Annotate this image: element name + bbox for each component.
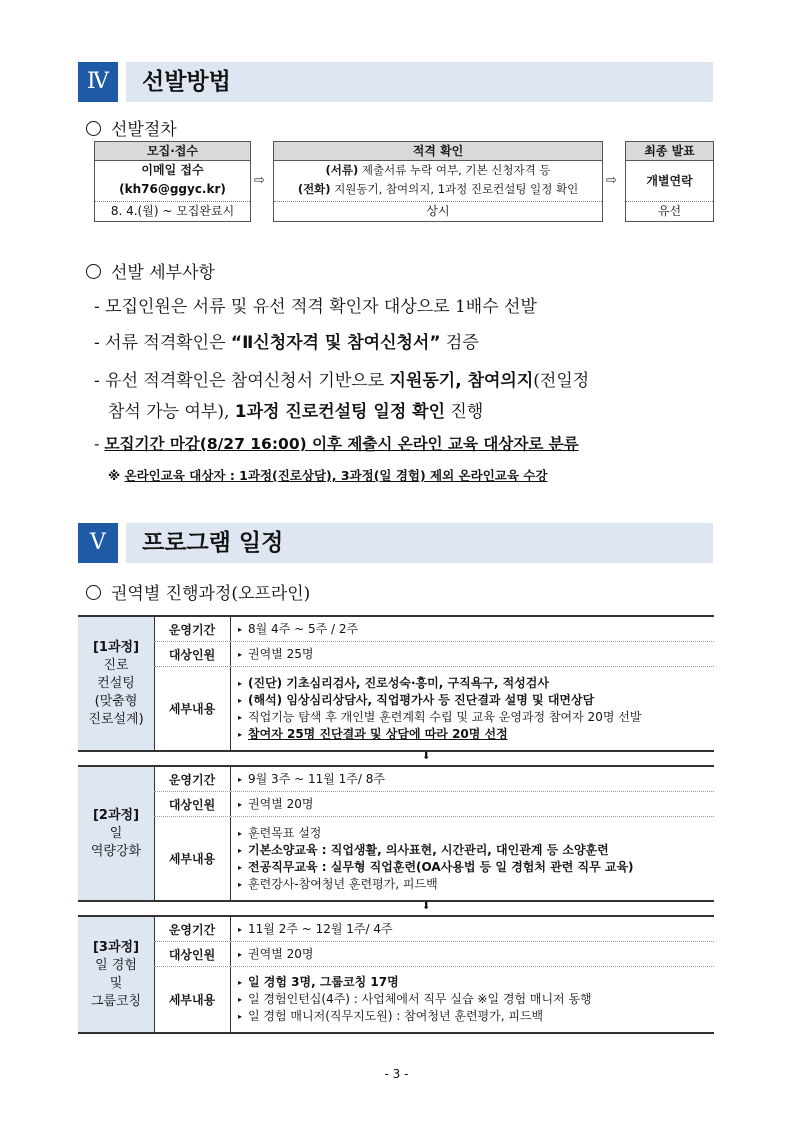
box-footer: 유선 xyxy=(657,204,682,218)
course-label: [2과정] 일 역량강화 xyxy=(78,767,155,900)
schedule-heading: 권역별 진행과정(오프라인) xyxy=(86,579,310,604)
process-box-eligibility xyxy=(273,141,603,222)
page-number: - 3 - xyxy=(384,1067,409,1081)
box-body: 이메일 접수 (kh76@ggyc.kr) xyxy=(95,161,250,202)
period-row: 운영기간 ▸ 8월 4주 ~ 5주 / 2주 xyxy=(154,617,714,642)
box-footer: 상시 xyxy=(426,204,450,218)
section-number: Ⅳ xyxy=(78,62,118,102)
box-header: 적격 확인 xyxy=(274,142,602,161)
circle-bullet-icon xyxy=(86,121,101,136)
details-heading: 선발 세부사항 xyxy=(86,258,215,283)
content-row: 세부내용 ▸ 일 경험 3명, 그룹코칭 17명 ▸ 일 경험인턴십(4주) : 사업체에서 직무 실습 ※일 경험 매니저 동행 ▸ 일 경험 매니저(직무지도원) : 참여청년 훈련평가, 피드백 xyxy=(154,967,714,1032)
period-row: 운영기간 ▸ 9월 3주 ~ 11월 1주/ 8주 xyxy=(154,767,714,792)
detail-item-1: - 모집인원은 서류 및 유선 적격 확인자 대상으로 1배수 선발 xyxy=(94,297,537,317)
content-row: 세부내용 ▸ 훈련목표 설정 ▸ 기본소양교육 : 직업생활, 의사표현, 시간관리, 대인관계 등 소양훈련 ▸ 전공직무교육 : 실무형 직업훈련(OA사용법 등 일 경험처 관련 직무 교육) ▸ 훈련강사-참여청년 훈련평가, 피드백 xyxy=(154,817,714,900)
section-4-header xyxy=(78,62,713,102)
course-3-table xyxy=(78,915,714,1034)
target-row: 대상인원 ▸ 권역별 20명 xyxy=(154,792,714,817)
period-row: 운영기간 ▸ 11월 2주 ~ 12월 1주/ 4주 xyxy=(154,917,714,942)
box-header: 최종 발표 xyxy=(626,142,713,161)
process-box-recruit xyxy=(94,141,251,222)
box-body: (서류) 제출서류 누락 여부, 기본 신청자격 등 (전화) 지원동기, 참여의지, 1과정 진로컨설팅 일정 확인 xyxy=(274,161,602,202)
online-note: ※ 온라인교육 대상자 : 1과정(진로상담), 3과정(일 경험) 제외 온라인교육 수강 xyxy=(108,468,548,483)
circle-bullet-icon xyxy=(86,585,101,600)
right-arrow-icon: ⇨ xyxy=(254,173,265,188)
target-row: 대상인원 ▸ 권역별 20명 xyxy=(154,942,714,967)
target-row: 대상인원 ▸ 권역별 25명 xyxy=(154,642,714,667)
process-box-final xyxy=(625,141,714,222)
box-header: 모집·접수 xyxy=(95,142,250,161)
process-heading: 선발절차 xyxy=(86,115,177,140)
section-title: 선발방법 xyxy=(142,69,231,95)
right-arrow-icon: ⇨ xyxy=(606,173,617,188)
content-row: 세부내용 ▸ (진단) 기초심리검사, 진로성숙·흥미, 구직욕구, 적성검사 ▸ (해석) 임상심리상담사, 직업평가사 등 진단결과 설명 및 대면상담 ▸ 직업기능 탐색 후 개인별 훈련계획 수립 및 교육 운영과정 참여자 20명 선발 ▸ 참여자 25명 진단결과 및 상담에 따라 20명 선정 xyxy=(154,667,714,750)
box-body: 개별연락 xyxy=(626,161,713,202)
section-title: 프로그램 일정 xyxy=(142,530,284,556)
detail-item-2: - 서류 적격확인은 “Ⅱ신청자격 및 참여신청서” 검증 xyxy=(94,333,479,353)
course-2-table xyxy=(78,765,714,902)
detail-item-4: - 모집기간 마감(8/27 16:00) 이후 제출시 온라인 교육 대상자로 분류 xyxy=(94,435,579,453)
circle-bullet-icon xyxy=(86,264,101,279)
course-label: [3과정] 일 경험 및 그룹코칭 xyxy=(78,917,155,1032)
down-arrow-icon: ⬇ xyxy=(422,901,431,912)
section-5-header xyxy=(78,523,713,563)
course-1-table xyxy=(78,615,714,752)
box-footer: 8. 4.(월) ~ 모집완료시 xyxy=(110,204,235,218)
section-number: Ⅴ xyxy=(78,523,118,563)
down-arrow-icon: ⬇ xyxy=(422,751,431,762)
detail-item-3-cont: 참석 가능 여부), 1과정 진로컨설팅 일정 확인 진행 xyxy=(108,402,484,422)
course-label: [1과정] 진로 컨설팅 (맞춤형 진로설계) xyxy=(78,617,155,750)
detail-item-3: - 유선 적격확인은 참여신청서 기반으로 지원동기, 참여의지(전일정 xyxy=(94,371,590,391)
